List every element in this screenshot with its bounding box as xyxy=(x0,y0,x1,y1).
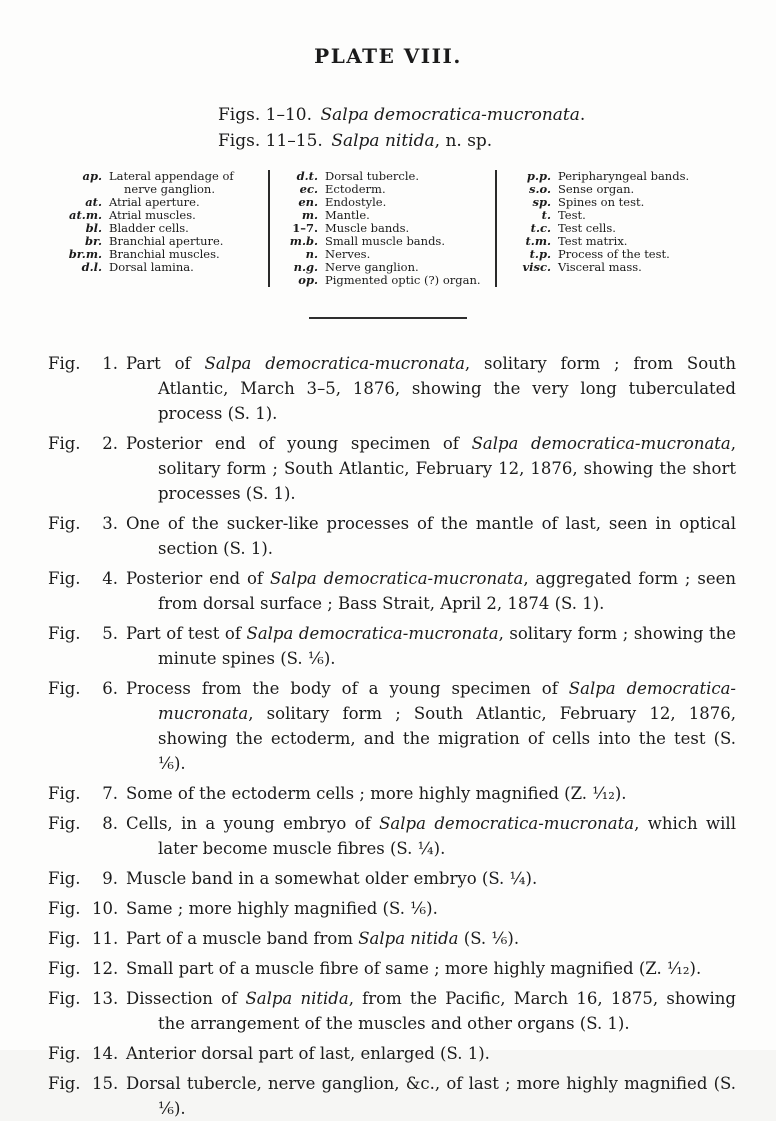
key-desc: Spines on test. xyxy=(558,195,645,209)
text-run: Figs. 11–15. xyxy=(218,131,332,151)
text-run: Same ; more highly magnified (S. ⅙). xyxy=(126,899,438,918)
key-desc: Bladder cells. xyxy=(109,221,189,235)
key-abbr: s.o. xyxy=(529,182,551,196)
figure-number: 14. xyxy=(92,1044,119,1063)
figure-label: Fig. xyxy=(48,434,81,453)
key-desc: Nerves. xyxy=(325,247,371,261)
key-abbr: n. xyxy=(305,247,318,261)
figure-number: 15. xyxy=(92,1074,119,1093)
figure-description xyxy=(126,1041,736,1066)
key-abbr: bl. xyxy=(85,221,102,235)
key-column xyxy=(268,170,495,287)
key-abbr: sp. xyxy=(532,195,551,209)
figure-label: Fig. xyxy=(48,814,81,833)
subtitle-line xyxy=(218,128,776,154)
species-name: Salpa democratica-mucronata xyxy=(158,679,737,723)
key-desc: Muscle bands. xyxy=(325,221,410,235)
figure-description xyxy=(126,676,736,776)
figure-description xyxy=(126,566,736,616)
key-desc: Pigmented optic (?) organ. xyxy=(325,273,481,287)
species-name: Salpa democratica-mucronata xyxy=(320,105,580,125)
figure-ranges xyxy=(218,102,776,154)
key-abbr: br.m. xyxy=(68,247,102,261)
key-desc: Test matrix. xyxy=(558,234,628,248)
text-run: (S. ⅙). xyxy=(458,929,520,948)
key-abbr: m.b. xyxy=(289,234,318,248)
figure-entry xyxy=(48,781,736,806)
figure-entry xyxy=(48,866,736,891)
figure-number: 12. xyxy=(92,959,119,978)
figure-label: Fig. xyxy=(48,989,81,1008)
species-name: Salpa democratica-mucronata xyxy=(379,814,635,833)
key-desc: Test. xyxy=(558,208,586,222)
species-name: Salpa nitida xyxy=(331,131,435,151)
key-desc: Visceral mass. xyxy=(558,260,642,274)
text-run: . xyxy=(579,105,586,125)
figure-number: 8. xyxy=(102,814,118,833)
text-run: Anterior dorsal part of last, enlarged (S. 1). xyxy=(126,1044,490,1063)
key-desc: Dorsal lamina. xyxy=(109,260,194,274)
text-run: , solitary form ; South Atlantic, February 12, 1876, showing the ectoderm, and the migration of cells into the test (S. ⅙). xyxy=(158,704,736,773)
key-desc: Atrial aperture. xyxy=(109,195,200,209)
figure-number: 10. xyxy=(92,899,119,918)
text-run: Process from the body of a young specimen of xyxy=(126,679,569,698)
key-desc: Branchial aperture. xyxy=(109,234,224,248)
key-desc: Sense organ. xyxy=(558,182,635,196)
key-entry xyxy=(278,274,495,287)
text-run: , solitary form ; from South Atlantic, March 3–5, 1876, showing the very long tuberculated process (S. 1). xyxy=(158,354,737,423)
figure-description xyxy=(126,1071,736,1121)
figure-label: Fig. xyxy=(48,899,81,918)
key-abbr: t.p. xyxy=(529,247,551,261)
figure-number: 9. xyxy=(102,869,118,888)
figure-number: 5. xyxy=(102,624,118,643)
figure-number: 2. xyxy=(102,434,118,453)
key-desc: Process of the test. xyxy=(558,247,670,261)
key-abbr: p.p. xyxy=(526,169,551,183)
text-run: Small part of a muscle fibre of same ; more highly magnified (Z. ¹⁄₁₂). xyxy=(126,959,702,978)
figure-description xyxy=(126,986,736,1036)
text-run: Part of test of xyxy=(126,624,247,643)
figure-label: Fig. xyxy=(48,354,81,373)
figure-entry xyxy=(48,956,736,981)
key-column xyxy=(36,170,268,287)
text-run: Muscle band in a somewhat older embryo (S. ¼). xyxy=(126,869,538,888)
text-run: , solitary form ; showing the minute spines (S. ⅙). xyxy=(158,624,737,668)
key-abbr: m. xyxy=(301,208,318,222)
text-run: , solitary form ; South Atlantic, February 12, 1876, showing the short processes (S. 1). xyxy=(158,434,736,503)
key-abbr: d.l. xyxy=(81,260,102,274)
figure-label: Fig. xyxy=(48,514,81,533)
text-run: Posterior end of young specimen of xyxy=(126,434,472,453)
text-run: Dissection of xyxy=(126,989,246,1008)
species-name: Salpa democratica-mucronata xyxy=(204,354,465,373)
key-abbr: at. xyxy=(85,195,102,209)
key-desc: Atrial muscles. xyxy=(109,208,196,222)
figure-label: Fig. xyxy=(48,624,81,643)
key-desc: Dorsal tubercle. xyxy=(325,169,420,183)
figure-entry xyxy=(48,1041,736,1066)
figure-label: Fig. xyxy=(48,1044,81,1063)
key-abbr: at.m. xyxy=(69,208,102,222)
figure-entry xyxy=(48,896,736,921)
text-run: Figs. 1–10. xyxy=(218,105,321,125)
figure-description xyxy=(126,956,736,981)
figure-number: 4. xyxy=(102,569,118,588)
key-entry xyxy=(509,261,748,274)
key-abbr: t.m. xyxy=(525,234,551,248)
key-entry xyxy=(36,261,268,274)
text-run: Part of a muscle band from xyxy=(126,929,359,948)
key-abbr: en. xyxy=(298,195,318,209)
key-desc: Test cells. xyxy=(558,221,616,235)
species-name: Salpa democratica-mucronata xyxy=(269,569,524,588)
key-desc: Ectoderm. xyxy=(325,182,386,196)
key-desc: Endostyle. xyxy=(325,195,387,209)
figure-entry xyxy=(48,431,736,506)
figure-entry xyxy=(48,811,736,861)
figure-entry xyxy=(48,926,736,951)
figure-entry xyxy=(48,621,736,671)
subtitle-line xyxy=(218,102,776,128)
figure-label: Fig. xyxy=(48,784,81,803)
figure-description xyxy=(126,431,736,506)
key-desc: Branchial muscles. xyxy=(109,247,220,261)
key-entry xyxy=(36,170,268,196)
key-abbr: br. xyxy=(84,234,102,248)
figure-entry xyxy=(48,1071,736,1121)
text-run: Posterior end of xyxy=(126,569,270,588)
figure-description xyxy=(126,351,736,426)
text-run: Some of the ectoderm cells ; more highly magnified (Z. ¹⁄₁₂). xyxy=(126,784,627,803)
text-run: , aggregated form ; seen from dorsal surface ; Bass Strait, April 2, 1874 (S. 1). xyxy=(158,569,737,613)
key-desc: Lateral appendage of nerve ganglion. xyxy=(109,169,234,196)
figure-number: 13. xyxy=(92,989,119,1008)
figure-entry xyxy=(48,676,736,776)
text-run: Part of xyxy=(126,354,205,373)
species-name: Salpa nitida xyxy=(358,929,459,948)
key-desc: Mantle. xyxy=(325,208,370,222)
figure-label: Fig. xyxy=(48,1074,81,1093)
figure-label: Fig. xyxy=(48,569,81,588)
figure-number: 7. xyxy=(102,784,118,803)
key-desc: Peripharyngeal bands. xyxy=(558,169,690,183)
species-name: Salpa nitida xyxy=(245,989,349,1008)
key-abbr: ap. xyxy=(82,169,102,183)
figure-number: 11. xyxy=(92,929,119,948)
figure-description xyxy=(126,866,736,891)
figure-entry xyxy=(48,566,736,616)
text-run: , n. sp. xyxy=(434,131,493,151)
key-abbr: op. xyxy=(298,273,318,287)
figure-label: Fig. xyxy=(48,679,81,698)
text-run: , which will later become muscle fibres (S. ¼). xyxy=(158,814,736,858)
figure-description xyxy=(126,811,736,861)
figure-entry xyxy=(48,511,736,561)
key-abbr: t.c. xyxy=(530,221,551,235)
figure-label: Fig. xyxy=(48,959,81,978)
figure-description xyxy=(126,896,736,921)
key-abbr: n.g. xyxy=(293,260,318,274)
figure-description xyxy=(126,926,736,951)
figure-label: Fig. xyxy=(48,869,81,888)
divider-rule xyxy=(309,317,467,319)
species-name: Salpa democratica-mucronata xyxy=(471,434,731,453)
text-run: One of the sucker-like processes of the mantle of last, seen in optical section (S. 1). xyxy=(126,514,736,558)
figure-list xyxy=(48,351,736,1121)
figure-description xyxy=(126,511,736,561)
figure-label: Fig. xyxy=(48,929,81,948)
figure-description xyxy=(126,621,736,671)
figure-number: 3. xyxy=(102,514,118,533)
text-run: Dorsal tubercle, nerve ganglion, &c., of last ; more highly magnified (S. ⅙). xyxy=(126,1074,736,1118)
key-desc: Nerve ganglion. xyxy=(325,260,419,274)
key-abbr: t. xyxy=(541,208,551,222)
key-abbr: 1–7. xyxy=(292,221,318,235)
text-run: , from the Pacific, March 16, 1875, showing the arrangement of the muscles and other organs (S. 1). xyxy=(158,989,736,1033)
species-name: Salpa democratica-mucronata xyxy=(246,624,499,643)
key-abbr: visc. xyxy=(522,260,551,274)
abbreviation-key xyxy=(36,170,748,287)
text-run: Cells, in a young embryo of xyxy=(126,814,380,833)
key-abbr: d.t. xyxy=(296,169,318,183)
figure-number: 6. xyxy=(102,679,118,698)
figure-entry xyxy=(48,351,736,426)
key-desc: Small muscle bands. xyxy=(325,234,445,248)
figure-number: 1. xyxy=(102,354,118,373)
key-abbr: ec. xyxy=(299,182,318,196)
page-title: PLATE VIII. xyxy=(314,44,462,68)
figure-description xyxy=(126,781,736,806)
figure-entry xyxy=(48,986,736,1036)
key-column xyxy=(495,170,748,287)
